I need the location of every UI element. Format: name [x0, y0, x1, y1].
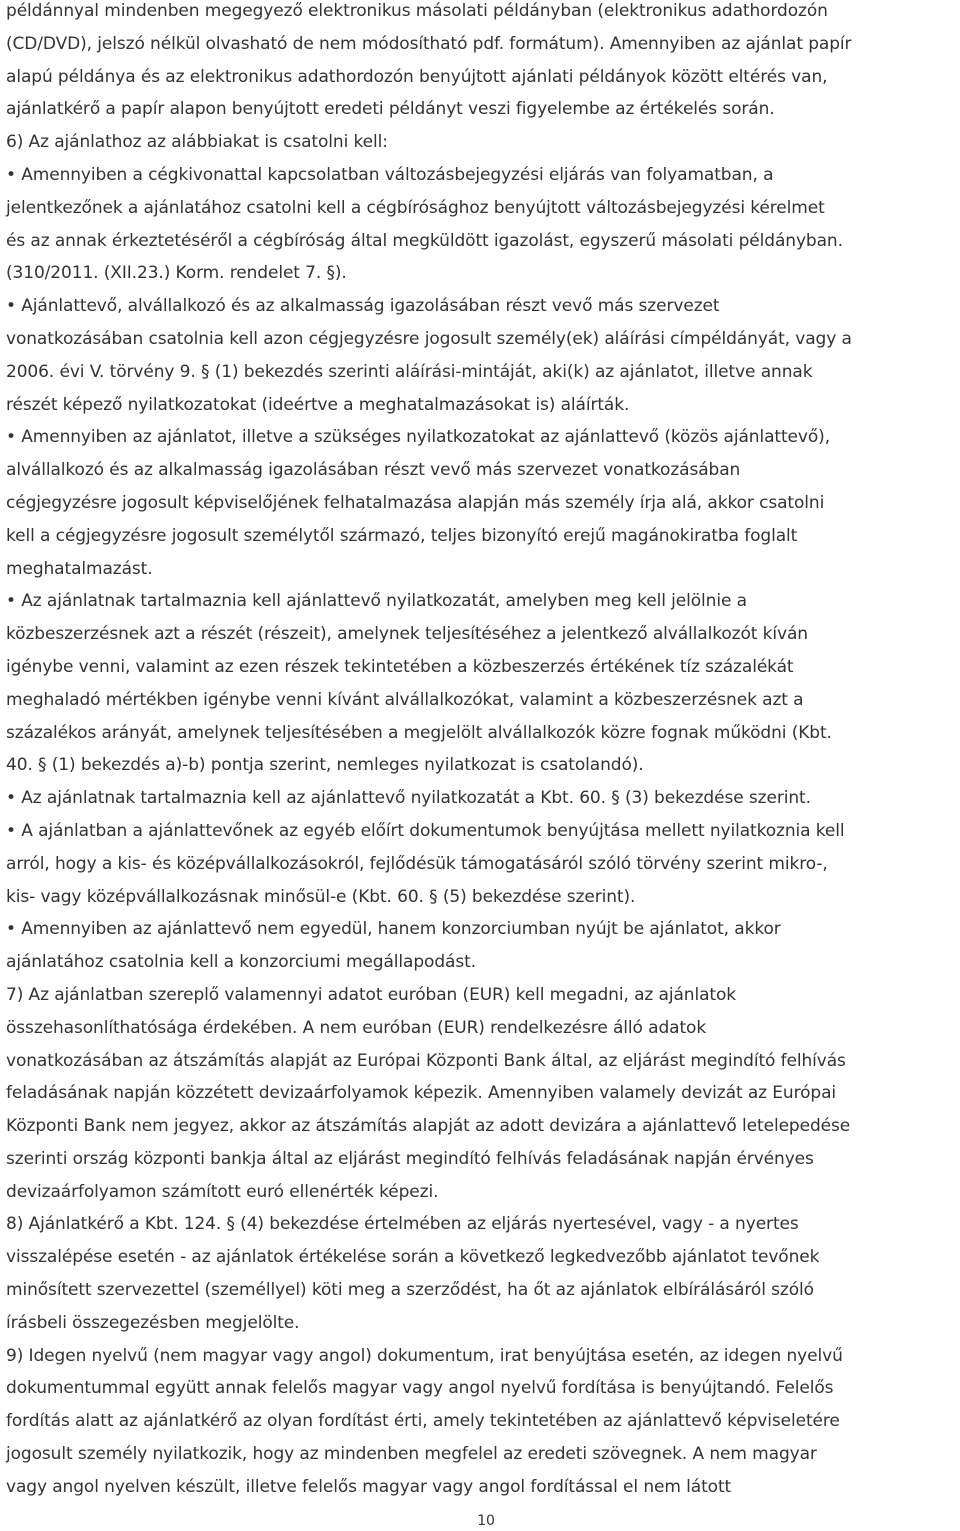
section-heading-7: 7) Az ajánlatban szereplő valamennyi adatot euróban (EUR) kell megadni, az ajánlatok	[6, 984, 737, 1005]
text-line: ajánlatához csatolnia kell a konzorciumi megállapodást.	[6, 952, 476, 973]
text-line: szerinti ország központi bankja által az eljárást megindító felhívás feladásának napján érvényes	[6, 1148, 814, 1169]
text-line: 40. § (1) bekezdés a)-b) pontja szerint, nemleges nyilatkozat is csatolandó).	[6, 755, 644, 776]
section-heading-9: 9) Idegen nyelvű (nem magyar vagy angol) dokumentum, irat benyújtása esetén, az idegen nyelvű	[6, 1345, 843, 1366]
text-line: részét képező nyilatkozatokat (ideértve a meghatalmazásokat is) aláírták.	[6, 394, 630, 415]
text-line: meghatalmazást.	[6, 558, 153, 579]
text-line: alapú példánya és az elektronikus adathordozón benyújtott ajánlati példányok között eltérés van,	[6, 66, 828, 87]
text-line: és az annak érkeztetéséről a cégbíróság által megküldött igazolást, egyszerű másolati példányban.	[6, 230, 843, 251]
text-line: ajánlatkérő a papír alapon benyújtott eredeti példányt veszi figyelembe az értékelés során.	[6, 99, 775, 120]
text-line: kis- vagy középvállalkozásnak minősül-e (Kbt. 60. § (5) bekezdése szerint).	[6, 886, 636, 907]
bullet-line: • Amennyiben az ajánlattevő nem egyedül, hanem konzorciumban nyújt be ajánlatot, akkor	[6, 919, 781, 940]
text-line: vagy angol nyelven készült, illetve felelős magyar vagy angol fordítással el nem látott	[6, 1476, 732, 1497]
text-line: kell a cégjegyzésre jogosult személytől származó, teljes bizonyító erejű magánokiratba foglalt	[6, 525, 798, 546]
text-line: jogosult személy nyilatkozik, hogy az mindenben megfelel az eredeti szövegnek. A nem magyar	[6, 1444, 817, 1465]
text-line: százalékos arányát, amelynek teljesítésében a megjelölt alvállalkozók közre fognak működni (Kbt.	[6, 722, 832, 743]
text-line: visszalépése esetén - az ajánlatok értékelése során a következő legkedvezőbb ajánlatot tevőnek	[6, 1247, 820, 1268]
text-line: (310/2011. (XII.23.) Korm. rendelet 7. §).	[6, 263, 347, 284]
text-line: 2006. évi V. törvény 9. § (1) bekezdés szerinti aláírási-mintáját, aki(k) az ajánlatot, illetve annak	[6, 361, 813, 382]
bullet-line: • Amennyiben az ajánlatot, illetve a szükséges nyilatkozatokat az ajánlattevő (közös ajánlattevő),	[6, 427, 830, 448]
text-line: meghaladó mértékben igénybe venni kívánt alvállalkozókat, valamint a közbeszerzésnek azt a	[6, 689, 804, 710]
section-heading-6: 6) Az ajánlathoz az alábbiakat is csatolni kell:	[6, 132, 388, 153]
text-line: feladásának napján közzétett devizaárfolyamok képezik. Amennyiben valamely devizát az Európai	[6, 1083, 837, 1104]
text-line: igénybe venni, valamint az ezen részek tekintetében a közbeszerzés értékének tíz százalékát	[6, 656, 794, 677]
text-line: alvállalkozó és az alkalmasság igazolásában részt vevő más szervezet vonatkozásában	[6, 460, 741, 481]
text-line: (CD/DVD), jelszó nélkül olvasható de nem módosítható pdf. formátum). Amennyiben az ajánlat papír	[6, 33, 852, 54]
body-text	[6, 0, 956, 1504]
text-line: közbeszerzésnek azt a részét (részeit), amelynek teljesítéséhez a jelentkező alvállalkozót kíván	[6, 624, 808, 645]
text-line: fordítás alatt az ajánlatkérő az olyan fordítást érti, amely tekintetében az ajánlattevő képviseletére	[6, 1411, 840, 1432]
text-line: vonatkozásában csatolnia kell azon cégjegyzésre jogosult személy(ek) aláírási címpéldányát, vagy a	[6, 328, 852, 349]
text-line: Központi Bank nem jegyez, akkor az átszámítás alapját az adott devizára a ajánlattevő letelepedése	[6, 1116, 851, 1137]
text-line: vonatkozásában az átszámítás alapját az Európai Központi Bank által, az eljárást megindító felhívás	[6, 1050, 846, 1071]
text-line: írásbeli összegezésben megjelölte.	[6, 1312, 300, 1333]
bullet-line: • Amennyiben a cégkivonattal kapcsolatban változásbejegyzési eljárás van folyamatban, a	[6, 164, 774, 185]
text-line: összehasonlíthatósága érdekében. A nem euróban (EUR) rendelkezésre álló adatok	[6, 1017, 707, 1038]
page-number: 10	[477, 1513, 495, 1529]
text-line: minősített szervezettel (személlyel) köti meg a szerződést, ha őt az ajánlatok elbírálásáról szóló	[6, 1280, 814, 1301]
text-line: cégjegyzésre jogosult képviselőjének felhatalmazása alapján más személy írja alá, akkor csatolni	[6, 492, 825, 513]
text-line: arról, hogy a kis- és középvállalkozásokról, fejlődésük támogatásáról szóló törvény szerint mikro-,	[6, 853, 828, 874]
text-line: jelentkezőnek a ajánlatához csatolni kell a cégbírósághoz benyújtott változásbejegyzési kérelmet	[6, 197, 825, 218]
text-line: dokumentummal együtt annak felelős magyar vagy angol nyelvű fordítása is benyújtandó. Felelős	[6, 1378, 834, 1399]
bullet-line: • Ajánlattevő, alvállalkozó és az alkalmasság igazolásában részt vevő más szervezet	[6, 296, 720, 317]
bullet-line: • Az ajánlatnak tartalmaznia kell ajánlattevő nyilatkozatát, amelyben meg kell jelölnie a	[6, 591, 747, 612]
bullet-line: • A ajánlatban a ajánlattevőnek az egyéb előírt dokumentumok benyújtása mellett nyilatkoznia kell	[6, 820, 845, 841]
text-line: devizaárfolyamon számított euró ellenérték képezi.	[6, 1181, 439, 1202]
document-page	[6, 0, 956, 1531]
bullet-line: • Az ajánlatnak tartalmaznia kell az ajánlattevő nyilatkozatát a Kbt. 60. § (3) bekezdése szerint.	[6, 788, 811, 809]
text-line: példánnyal mindenben megegyező elektronikus másolati példányban (elektronikus adathordozón	[6, 1, 828, 21]
section-heading-8: 8) Ajánlatkérő a Kbt. 124. § (4) bekezdése értelmében az eljárás nyertesével, vagy - a nyertes	[6, 1214, 799, 1235]
